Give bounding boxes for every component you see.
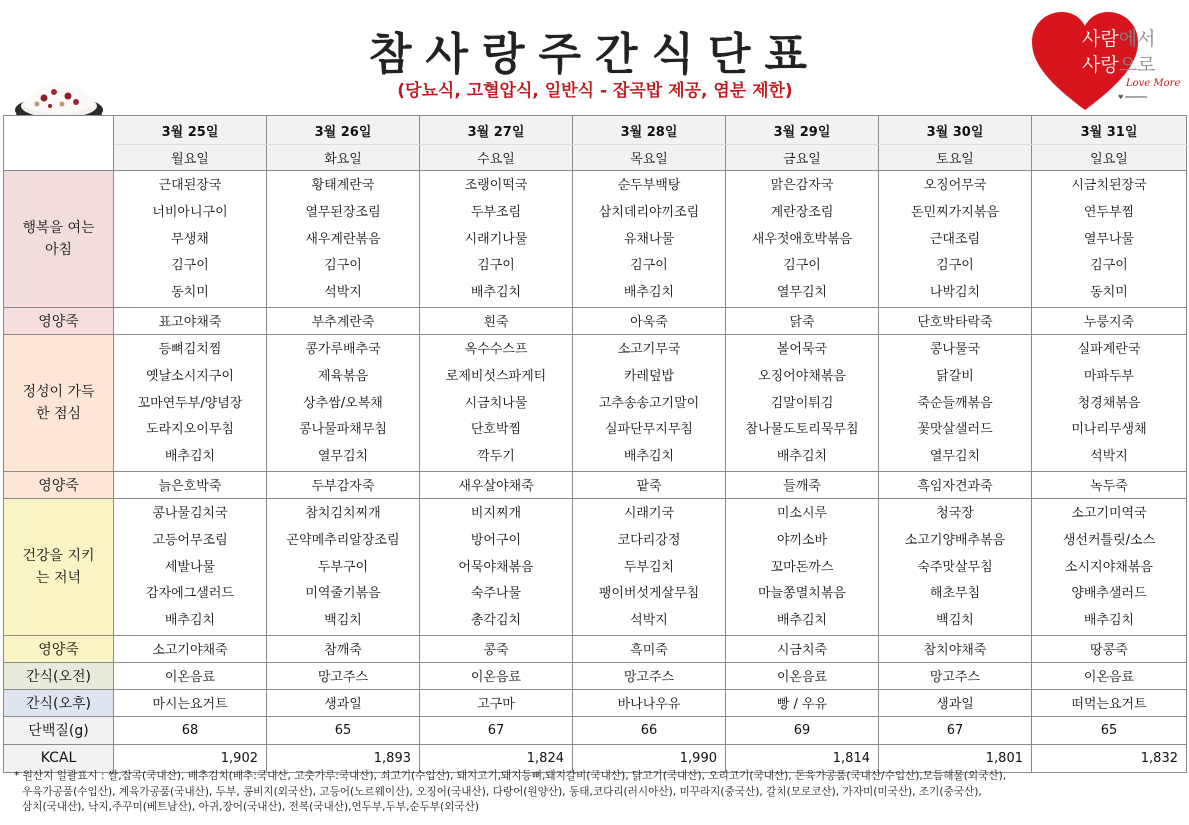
breakfast-cell [420, 171, 573, 308]
dish-item: 백김치 [324, 613, 362, 629]
dish-item: 열무나물 [1083, 231, 1135, 247]
dish-item: 소고기미역국 [1071, 505, 1147, 521]
row-label-lunch [4, 334, 114, 471]
dish-item: 배추김치 [623, 285, 675, 301]
dish-item: 어묵야채볶음 [458, 559, 534, 575]
dish-item: 석박지 [630, 613, 668, 629]
logo-text-3: 사랑 [1082, 54, 1119, 76]
dish-item: 맑은감자국 [770, 178, 834, 193]
dish-item: 고추송송고기말이 [598, 395, 700, 411]
dinner-porridge-cell: 시금치죽 [726, 635, 879, 662]
dinner-porridge-cell: 흑미죽 [573, 635, 726, 662]
dish-item: 배추김치 [470, 285, 522, 301]
dish-item: 두부구이 [317, 559, 369, 575]
row-label-dinner [4, 498, 114, 635]
breakfast-cell [1032, 171, 1187, 308]
dish-item: 열무김치 [317, 449, 369, 465]
dish-item: 소고기무국 [617, 341, 681, 357]
snack-pm-cell: 생과일 [879, 689, 1032, 716]
dish-item: 콩나물김치국 [152, 505, 228, 521]
dish-item: 총각김치 [470, 613, 522, 629]
weekday-header: 일요일 [1032, 145, 1187, 171]
snack-pm-label: 간식(오후) [4, 689, 114, 716]
protein-cell: 65 [267, 716, 420, 744]
table-corner [4, 116, 114, 171]
dish-item: 옥수수스프 [464, 341, 528, 357]
snack-am-cell: 이온음료 [726, 662, 879, 689]
dish-item: 실파계란국 [1077, 341, 1141, 357]
snack-pm-cell: 생과일 [267, 689, 420, 716]
dish-item: 김구이 [477, 258, 515, 274]
dish-item: 옛날소시지구이 [146, 368, 234, 384]
breakfast-cell [114, 171, 267, 308]
dish-item: 근대된장국 [158, 178, 222, 193]
dinner-cell [114, 498, 267, 635]
dish-item: 열무김치 [776, 285, 828, 301]
dish-item: 청경채볶음 [1077, 395, 1141, 411]
date-header: 3월 28일 [573, 116, 726, 145]
date-header: 3월 31일 [1032, 116, 1187, 145]
logo-text-4: 으로 [1118, 54, 1156, 76]
protein-cell: 67 [879, 716, 1032, 744]
dish-item: 마늘쫑멸치볶음 [758, 586, 846, 602]
page-subtitle: (당뇨식, 고혈압식, 일반식 - 잡곡밥 제공, 염분 제한) [397, 81, 793, 101]
dish-item: 김구이 [1090, 258, 1128, 274]
dish-item: 돈민찌가지볶음 [911, 204, 999, 220]
snack-pm-cell: 마시는요거트 [114, 689, 267, 716]
dish-item: 카레덮밥 [623, 368, 675, 384]
breakfast-label: 행복을 여는 아침 [22, 219, 95, 258]
protein-cell: 69 [726, 716, 879, 744]
dish-item: 고등어무조림 [152, 532, 228, 548]
breakfast-porridge-cell: 부추계란죽 [267, 307, 420, 334]
date-header: 3월 25일 [114, 116, 267, 145]
dish-item: 두부조림 [470, 204, 522, 220]
dish-item: 해초무침 [929, 586, 981, 602]
protein-cell: 67 [420, 716, 573, 744]
date-header: 3월 30일 [879, 116, 1032, 145]
dish-item: 시래기국 [623, 505, 675, 521]
protein-label: 단백질(g) [4, 716, 114, 744]
breakfast-porridge-label: 영양죽 [4, 307, 114, 334]
weekly-menu-table [3, 115, 1187, 773]
dish-item: 참치김치찌개 [305, 505, 381, 521]
dinner-cell [726, 498, 879, 635]
dish-item: 유채나물 [623, 231, 675, 247]
dish-item: 김구이 [171, 258, 209, 274]
kcal-cell: 1,902 [114, 744, 267, 772]
dish-item: 너비아니구이 [152, 204, 228, 220]
dish-item: 동치미 [1090, 285, 1128, 301]
date-header: 3월 29일 [726, 116, 879, 145]
dish-item: 조랭이떡국 [464, 178, 528, 193]
lunch-cell [114, 334, 267, 471]
dish-item: 단호박찜 [470, 422, 522, 438]
lunch-porridge-cell: 들깨죽 [726, 471, 879, 498]
dinner-porridge-cell: 소고기야채죽 [114, 635, 267, 662]
dish-item: 비지찌개 [470, 505, 522, 521]
date-header: 3월 26일 [267, 116, 420, 145]
dish-item: 마파두부 [1083, 368, 1135, 384]
breakfast-porridge-cell: 표고야채죽 [114, 307, 267, 334]
footnote-line: * 원산지 일괄표시 : 쌀,잡곡(국내산), 배추김치(배추:국내산, 고춧가루:국내산), 쇠고기(수입산), 돼지고기,돼지등뼈,돼지갈비(국내산), 닭고기(국내산), 오리고기(국내산), 돈육가공품(국내산/수입산),모듬해물(외국산), [14, 770, 1007, 782]
lunch-porridge-cell: 늙은호박죽 [114, 471, 267, 498]
dish-item: 황태계란국 [311, 178, 375, 193]
dish-item: 오징어무국 [923, 178, 987, 193]
dinner-cell [573, 498, 726, 635]
dinner-porridge-cell: 땅콩죽 [1032, 635, 1187, 662]
dish-item: 순두부백탕 [617, 178, 681, 193]
dish-item: 로제비섯스파게티 [445, 368, 547, 384]
breakfast-porridge-cell: 누룽지죽 [1032, 307, 1187, 334]
dish-item: 생선커틀릿/소스 [1062, 532, 1156, 548]
dish-item: 무생채 [171, 231, 209, 247]
breakfast-porridge-cell: 단호박타락죽 [879, 307, 1032, 334]
dinner-label: 건강을 지키는 저녁 [22, 547, 95, 586]
dish-item: 배추김치 [164, 449, 216, 465]
dish-item: 깍두기 [477, 449, 515, 465]
logo-text-1: 사람 [1082, 28, 1119, 50]
dish-item: 배추김치 [776, 449, 828, 465]
dish-item: 팽이버섯게살무침 [598, 586, 700, 602]
dish-item: 시래기나물 [464, 231, 528, 247]
dinner-porridge-cell: 콩죽 [420, 635, 573, 662]
dish-item: 제육볶음 [317, 368, 369, 384]
lunch-porridge-cell: 팥죽 [573, 471, 726, 498]
page-title: 참사랑주간식단표 [368, 29, 822, 80]
dish-item: 새우계란볶음 [305, 231, 381, 247]
dish-item: 볼어묵국 [776, 341, 828, 357]
dish-item: 시금치나물 [464, 395, 528, 411]
breakfast-cell [267, 171, 420, 308]
dish-item: 상추쌈/오복채 [303, 395, 383, 411]
dinner-cell [267, 498, 420, 635]
logo-org-mark: ♥ ━━━━━━ [1118, 94, 1147, 101]
dish-item: 연두부찜 [1083, 204, 1135, 220]
dish-item: 배추김치 [164, 613, 216, 629]
lunch-porridge-label: 영양죽 [4, 471, 114, 498]
dish-item: 청국장 [936, 505, 974, 521]
dish-item: 석박지 [1090, 449, 1128, 465]
lunch-porridge-cell: 두부감자죽 [267, 471, 420, 498]
dish-item: 죽순들깨볶음 [917, 395, 993, 411]
dish-item: 김말이튀김 [770, 395, 834, 411]
snack-pm-cell: 고구마 [420, 689, 573, 716]
dish-item: 두부김치 [623, 559, 675, 575]
dinner-cell [879, 498, 1032, 635]
weekday-header: 화요일 [267, 145, 420, 171]
dinner-porridge-label: 영양죽 [4, 635, 114, 662]
lunch-cell [1032, 334, 1187, 471]
dish-item: 김구이 [324, 258, 362, 274]
lunch-porridge-cell: 새우살야채죽 [420, 471, 573, 498]
dish-item: 곤약메추리알장조림 [286, 532, 400, 548]
dish-item: 실파단무지무침 [605, 422, 693, 438]
dish-item: 꼬마연두부/양념장 [137, 395, 243, 411]
dish-item: 오징어야채볶음 [758, 368, 846, 384]
dish-item: 열무된장조림 [305, 204, 381, 220]
dish-item: 소고기양배추볶음 [904, 532, 1006, 548]
snack-am-cell: 망고주스 [573, 662, 726, 689]
snack-am-cell: 망고주스 [267, 662, 420, 689]
footnote-line: 우육가공품(수입산), 계육가공품(국내산), 두부, 콩비지(외국산), 고등어(노르웨이산), 오징어(국내산), 다랑어(원양산), 동태,코다리(러시아산), 미꾸라지(중국산), 갈치(모로코산), 가자미(미국산), 조기(중국산), [22, 785, 982, 798]
kcal-cell: 1,814 [726, 744, 879, 772]
snack-am-cell: 이온음료 [420, 662, 573, 689]
dish-item: 나박김치 [929, 285, 981, 301]
snack-am-cell: 이온음료 [114, 662, 267, 689]
weekday-header: 토요일 [879, 145, 1032, 171]
row-label-breakfast [4, 171, 114, 308]
kcal-cell: 1,832 [1032, 744, 1187, 772]
dish-item: 도라지오이무침 [146, 422, 234, 438]
dish-item: 콩나물국 [929, 341, 981, 357]
lunch-cell [726, 334, 879, 471]
weekday-header: 목요일 [573, 145, 726, 171]
dish-item: 배추김치 [1083, 613, 1135, 629]
breakfast-porridge-cell: 닭죽 [726, 307, 879, 334]
snack-am-label: 간식(오전) [4, 662, 114, 689]
dish-item: 백김치 [936, 613, 974, 629]
dish-item: 숙주맛살무침 [917, 559, 993, 575]
protein-cell: 65 [1032, 716, 1187, 744]
dish-item: 세발나물 [164, 559, 216, 575]
lunch-cell [267, 334, 420, 471]
dish-item: 등뼈김치찜 [158, 341, 222, 357]
weekday-header: 월요일 [114, 145, 267, 171]
breakfast-cell [573, 171, 726, 308]
dish-item: 시금치된장국 [1071, 178, 1147, 193]
kcal-cell: 1,893 [267, 744, 420, 772]
dish-item: 미역줄기볶음 [305, 586, 381, 602]
snack-pm-cell: 바나나우유 [573, 689, 726, 716]
lunch-cell [573, 334, 726, 471]
dish-item: 방어구이 [470, 532, 522, 548]
dinner-porridge-cell: 참치야채죽 [879, 635, 1032, 662]
dish-item: 계란장조림 [770, 204, 834, 220]
dish-item: 김구이 [783, 258, 821, 274]
dish-item: 양배추샐러드 [1071, 586, 1147, 602]
dish-item: 미소시루 [776, 505, 828, 521]
dinner-cell [420, 498, 573, 635]
snack-pm-cell: 빵 / 우유 [726, 689, 879, 716]
dish-item: 닭갈비 [936, 368, 974, 384]
dish-item: 감자에그샐러드 [146, 586, 234, 602]
dish-item: 삼치데리야끼조림 [598, 204, 700, 220]
logo-text-2: 에서 [1118, 28, 1156, 50]
weekday-header: 금요일 [726, 145, 879, 171]
dinner-cell [1032, 498, 1187, 635]
dish-item: 콩나물파채무침 [299, 422, 387, 438]
lunch-porridge-cell: 녹두죽 [1032, 471, 1187, 498]
dish-item: 미나리무생채 [1071, 422, 1147, 438]
origin-footnote [14, 769, 1179, 816]
breakfast-porridge-cell: 흰죽 [420, 307, 573, 334]
kcal-label: KCAL [4, 744, 114, 772]
breakfast-porridge-cell: 아욱죽 [573, 307, 726, 334]
weekday-header: 수요일 [420, 145, 573, 171]
logo-script: Love More [1126, 78, 1181, 89]
dish-item: 석박지 [324, 285, 362, 301]
protein-cell: 66 [573, 716, 726, 744]
dish-item: 참나물도토리묵무침 [745, 422, 859, 438]
dish-item: 배추김치 [776, 613, 828, 629]
dish-item: 열무김치 [929, 449, 981, 465]
lunch-cell [879, 334, 1032, 471]
kcal-cell: 1,824 [420, 744, 573, 772]
dinner-porridge-cell: 참깨죽 [267, 635, 420, 662]
lunch-porridge-cell: 흑임자견과죽 [879, 471, 1032, 498]
lunch-label: 정성이 가득한 점심 [22, 383, 95, 422]
dish-item: 숙주나물 [470, 586, 522, 602]
kcal-cell: 1,801 [879, 744, 1032, 772]
breakfast-cell [726, 171, 879, 308]
dish-item: 야끼소바 [776, 532, 828, 548]
snack-am-cell: 망고주스 [879, 662, 1032, 689]
footnote-line: 삼치(국내산), 낙지,주꾸미(베트남산), 아귀,장어(국내산), 전복(국내산),연두부,두부,순두부(외국산) [22, 801, 480, 813]
dish-item: 동치미 [171, 285, 209, 301]
dish-item: 꽃맛살샐러드 [917, 422, 993, 438]
dish-item: 새우젓애호박볶음 [751, 231, 853, 247]
dish-item: 김구이 [630, 258, 668, 274]
kcal-cell: 1,990 [573, 744, 726, 772]
breakfast-cell [879, 171, 1032, 308]
lunch-cell [420, 334, 573, 471]
brand-logo [1030, 10, 1186, 114]
dish-item: 배추김치 [623, 449, 675, 465]
snack-am-cell: 이온음료 [1032, 662, 1187, 689]
snack-pm-cell: 떠먹는요거트 [1032, 689, 1187, 716]
protein-cell: 68 [114, 716, 267, 744]
dish-item: 코다리강정 [617, 532, 681, 548]
date-header: 3월 27일 [420, 116, 573, 145]
dish-item: 꼬마돈까스 [770, 559, 834, 575]
dish-item: 근대조림 [929, 231, 981, 247]
dish-item: 소시지야채볶음 [1065, 559, 1153, 575]
dish-item: 김구이 [936, 258, 974, 274]
dish-item: 콩가루배추국 [305, 341, 381, 357]
